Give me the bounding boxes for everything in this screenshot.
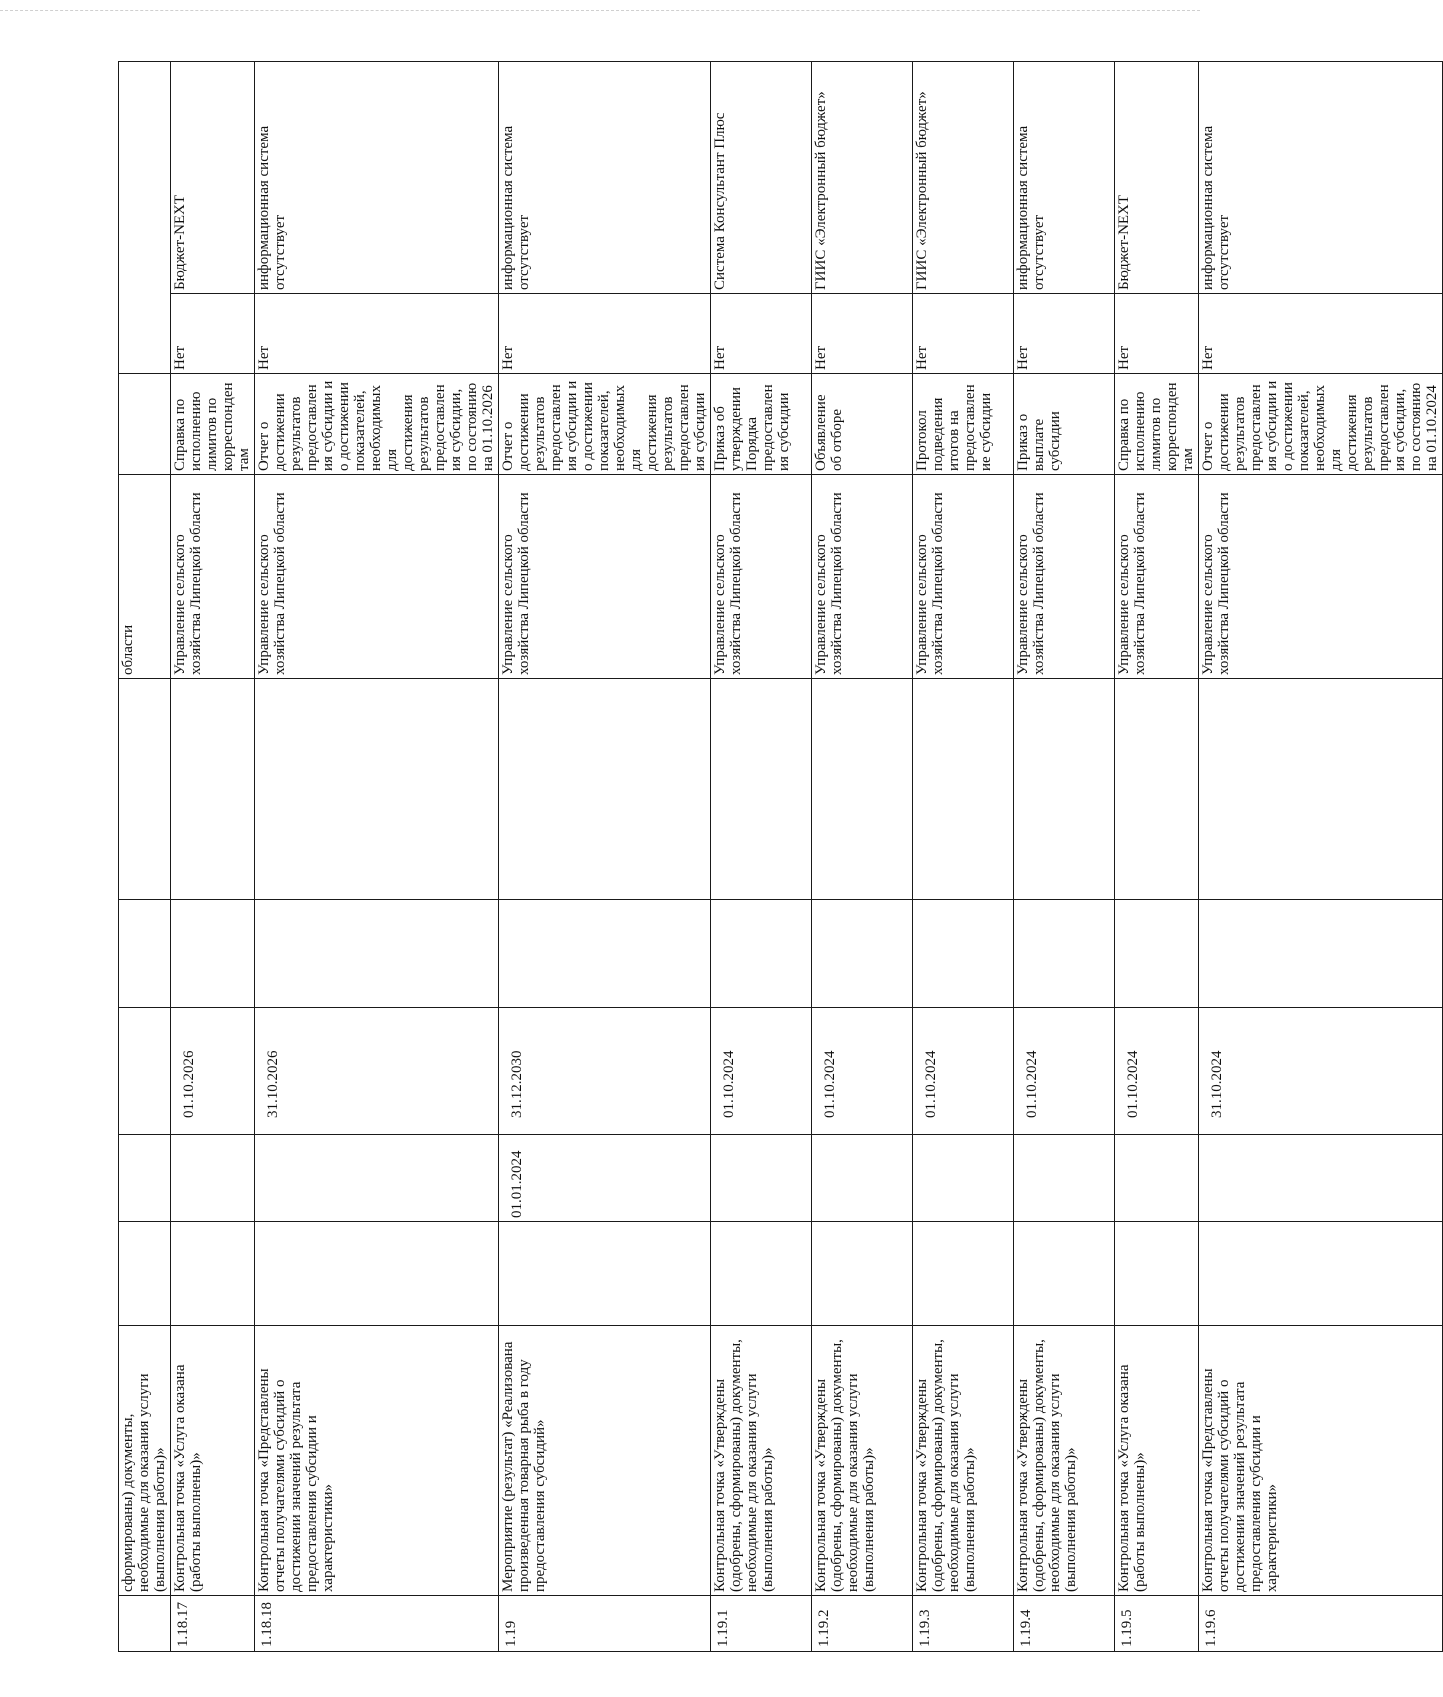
table-row-continued (119, 62, 171, 1652)
cell-empty (171, 679, 255, 900)
cell-empty (499, 1222, 711, 1326)
cell-empty (711, 900, 812, 1008)
cell-empty (499, 900, 711, 1008)
cell-responsible: Управление сельского хозяйства Липецкой области (171, 475, 255, 679)
cell-empty (1199, 679, 1443, 900)
page-top-border (0, 10, 1200, 11)
cell-doc: Отчет о достижении результатов предоставления субсидии и о достижении показателей, необходимых для достижения результатов предоставления субсидии (499, 374, 711, 475)
cell-doc: Справка по исполнению лимитов по корреспондентам (1115, 374, 1199, 475)
cell-empty (255, 1222, 499, 1326)
table-row (1115, 62, 1199, 1652)
cell-num: 1.19.1 (711, 1596, 812, 1652)
table-row (499, 62, 711, 1652)
cell-empty (171, 900, 255, 1008)
cell-start (119, 1135, 171, 1222)
cell-responsible: Управление сельского хозяйства Липецкой области (913, 475, 1014, 679)
cell-sign: Нет (1115, 294, 1199, 374)
cell-system: информационная система отсутствует (499, 62, 711, 294)
cell-num: 1.19.6 (1199, 1596, 1443, 1652)
cell-end: 01.10.2026 (171, 1008, 255, 1135)
cell-empty (1199, 1222, 1443, 1326)
cell-doc (119, 374, 171, 475)
cell-num (119, 1596, 171, 1652)
cell-system: Система Консультант Плюс (711, 62, 812, 294)
cell-start (1014, 1135, 1115, 1222)
cell-end: 31.12.2030 (499, 1008, 711, 1135)
cell-empty (812, 900, 913, 1008)
cell-empty (119, 1222, 171, 1326)
cell-responsible: Управление сельского хозяйства Липецкой области (1199, 475, 1443, 679)
cell-empty (1199, 900, 1443, 1008)
cell-end: 01.10.2024 (1014, 1008, 1115, 1135)
cell-empty (812, 1222, 913, 1326)
cell-empty (1014, 900, 1115, 1008)
cell-sign: Нет (1014, 294, 1115, 374)
table-row (1199, 62, 1443, 1652)
cell-end: 31.10.2024 (1199, 1008, 1443, 1135)
cell-num: 1.19.2 (812, 1596, 913, 1652)
cell-name: Контрольная точка «Утверждены (одобрены, сформированы) документы, необходимые для оказания услуги (выполнения работы)» (1014, 1326, 1115, 1596)
cell-doc: Приказ о выплате субсидии (1014, 374, 1115, 475)
cell-start (255, 1135, 499, 1222)
cell-end: 31.10.2026 (255, 1008, 499, 1135)
cell-responsible: Управление сельского хозяйства Липецкой области (812, 475, 913, 679)
cell-name: Контрольная точка «Утверждены (одобрены, сформированы) документы, необходимые для оказания услуги (выполнения работы)» (913, 1326, 1014, 1596)
cell-empty (119, 900, 171, 1008)
cell-empty (255, 900, 499, 1008)
cell-end: 01.10.2024 (812, 1008, 913, 1135)
cell-sign-system (119, 62, 171, 374)
cell-num: 1.18.18 (255, 1596, 499, 1652)
cell-system: ГИИС «Электронный бюджет» (812, 62, 913, 294)
cell-num: 1.19 (499, 1596, 711, 1652)
cell-sign: Нет (255, 294, 499, 374)
cell-start (1199, 1135, 1443, 1222)
cell-responsible: Управление сельского хозяйства Липецкой области (1115, 475, 1199, 679)
cell-start (812, 1135, 913, 1222)
cell-name: Контрольная точка «Утверждены (одобрены, сформированы) документы, необходимые для оказания услуги (выполнения работы)» (812, 1326, 913, 1596)
cell-start: 01.01.2024 (499, 1135, 711, 1222)
cell-end: 01.10.2024 (711, 1008, 812, 1135)
cell-empty (1115, 900, 1199, 1008)
cell-num: 1.19.3 (913, 1596, 1014, 1652)
table-row (255, 62, 499, 1652)
cell-responsible: Управление сельского хозяйства Липецкой области (711, 475, 812, 679)
table-row (171, 62, 255, 1652)
cell-name: Контрольная точка «Услуга оказана (работы выполнены)» (1115, 1326, 1199, 1596)
plan-table (118, 61, 1443, 1652)
cell-system: информационная система отсутствует (255, 62, 499, 294)
cell-responsible: Управление сельского хозяйства Липецкой области (1014, 475, 1115, 679)
cell-start (913, 1135, 1014, 1222)
cell-name: сформированы) документы, необходимые для оказания услуги (выполнения работы)» (119, 1326, 171, 1596)
cell-end: 01.10.2024 (913, 1008, 1014, 1135)
rotated-page (118, 62, 1440, 1652)
table-row (1014, 62, 1115, 1652)
cell-empty (711, 1222, 812, 1326)
cell-empty (913, 900, 1014, 1008)
cell-sign: Нет (913, 294, 1014, 374)
cell-doc: Объявление об отборе (812, 374, 913, 475)
cell-empty (1115, 679, 1199, 900)
cell-system: информационная система отсутствует (1014, 62, 1115, 294)
cell-empty (255, 679, 499, 900)
cell-name: Контрольная точка «Утверждены (одобрены, сформированы) документы, необходимые для оказания услуги (выполнения работы)» (711, 1326, 812, 1596)
cell-system: информационная система отсутствует (1199, 62, 1443, 294)
cell-system: ГИИС «Электронный бюджет» (913, 62, 1014, 294)
cell-sign: Нет (711, 294, 812, 374)
cell-sign: Нет (171, 294, 255, 374)
cell-system: Бюджет-NEXT (1115, 62, 1199, 294)
cell-sign: Нет (499, 294, 711, 374)
cell-system: Бюджет-NEXT (171, 62, 255, 294)
cell-name: Контрольная точка «Услуга оказана (работы выполнены)» (171, 1326, 255, 1596)
cell-doc: Справка по исполнению лимитов по корреспондентам (171, 374, 255, 475)
cell-responsible: области (119, 475, 171, 679)
cell-name: Контрольная точка «Представлены отчеты получателями субсидий о достижении значений результата предоставления субсидии и характеристики» (255, 1326, 499, 1596)
cell-empty (119, 679, 171, 900)
cell-doc: Отчет о достижении результатов предоставления субсидии и о достижении показателей, необходимых для достижения результатов предоставления субсидии, по состоянию на 01.10.2024 (1199, 374, 1443, 475)
cell-empty (499, 679, 711, 900)
cell-end: 01.10.2024 (1115, 1008, 1199, 1135)
cell-start (711, 1135, 812, 1222)
cell-doc: Протокол подведения итогов на предоставление субсидии (913, 374, 1014, 475)
table-row (711, 62, 812, 1652)
cell-doc: Отчет о достижении результатов предоставления субсидии и о достижении показателей, необходимых для достижения результатов предоставления субсидии, по состоянию на 01.10.2026 (255, 374, 499, 475)
cell-name: Мероприятие (результат) «Реализована произведенная товарная рыба в году предоставления субсидий» (499, 1326, 711, 1596)
cell-num: 1.19.5 (1115, 1596, 1199, 1652)
table-row (812, 62, 913, 1652)
cell-num: 1.19.4 (1014, 1596, 1115, 1652)
cell-empty (171, 1222, 255, 1326)
cell-responsible: Управление сельского хозяйства Липецкой области (499, 475, 711, 679)
cell-num: 1.18.17 (171, 1596, 255, 1652)
cell-start (1115, 1135, 1199, 1222)
cell-name: Контрольная точка «Представлены отчеты получателями субсидий о достижении значений результата предоставления субсидии и характеристики» (1199, 1326, 1443, 1596)
cell-sign: Нет (812, 294, 913, 374)
cell-empty (1014, 1222, 1115, 1326)
cell-end (119, 1008, 171, 1135)
cell-doc: Приказ об утверждении Порядка предоставления субсидии (711, 374, 812, 475)
cell-start (171, 1135, 255, 1222)
cell-responsible: Управление сельского хозяйства Липецкой области (255, 475, 499, 679)
cell-empty (812, 679, 913, 900)
cell-empty (913, 1222, 1014, 1326)
cell-sign: Нет (1199, 294, 1443, 374)
cell-empty (711, 679, 812, 900)
table-row (913, 62, 1014, 1652)
cell-empty (913, 679, 1014, 900)
cell-empty (1014, 679, 1115, 900)
cell-empty (1115, 1222, 1199, 1326)
